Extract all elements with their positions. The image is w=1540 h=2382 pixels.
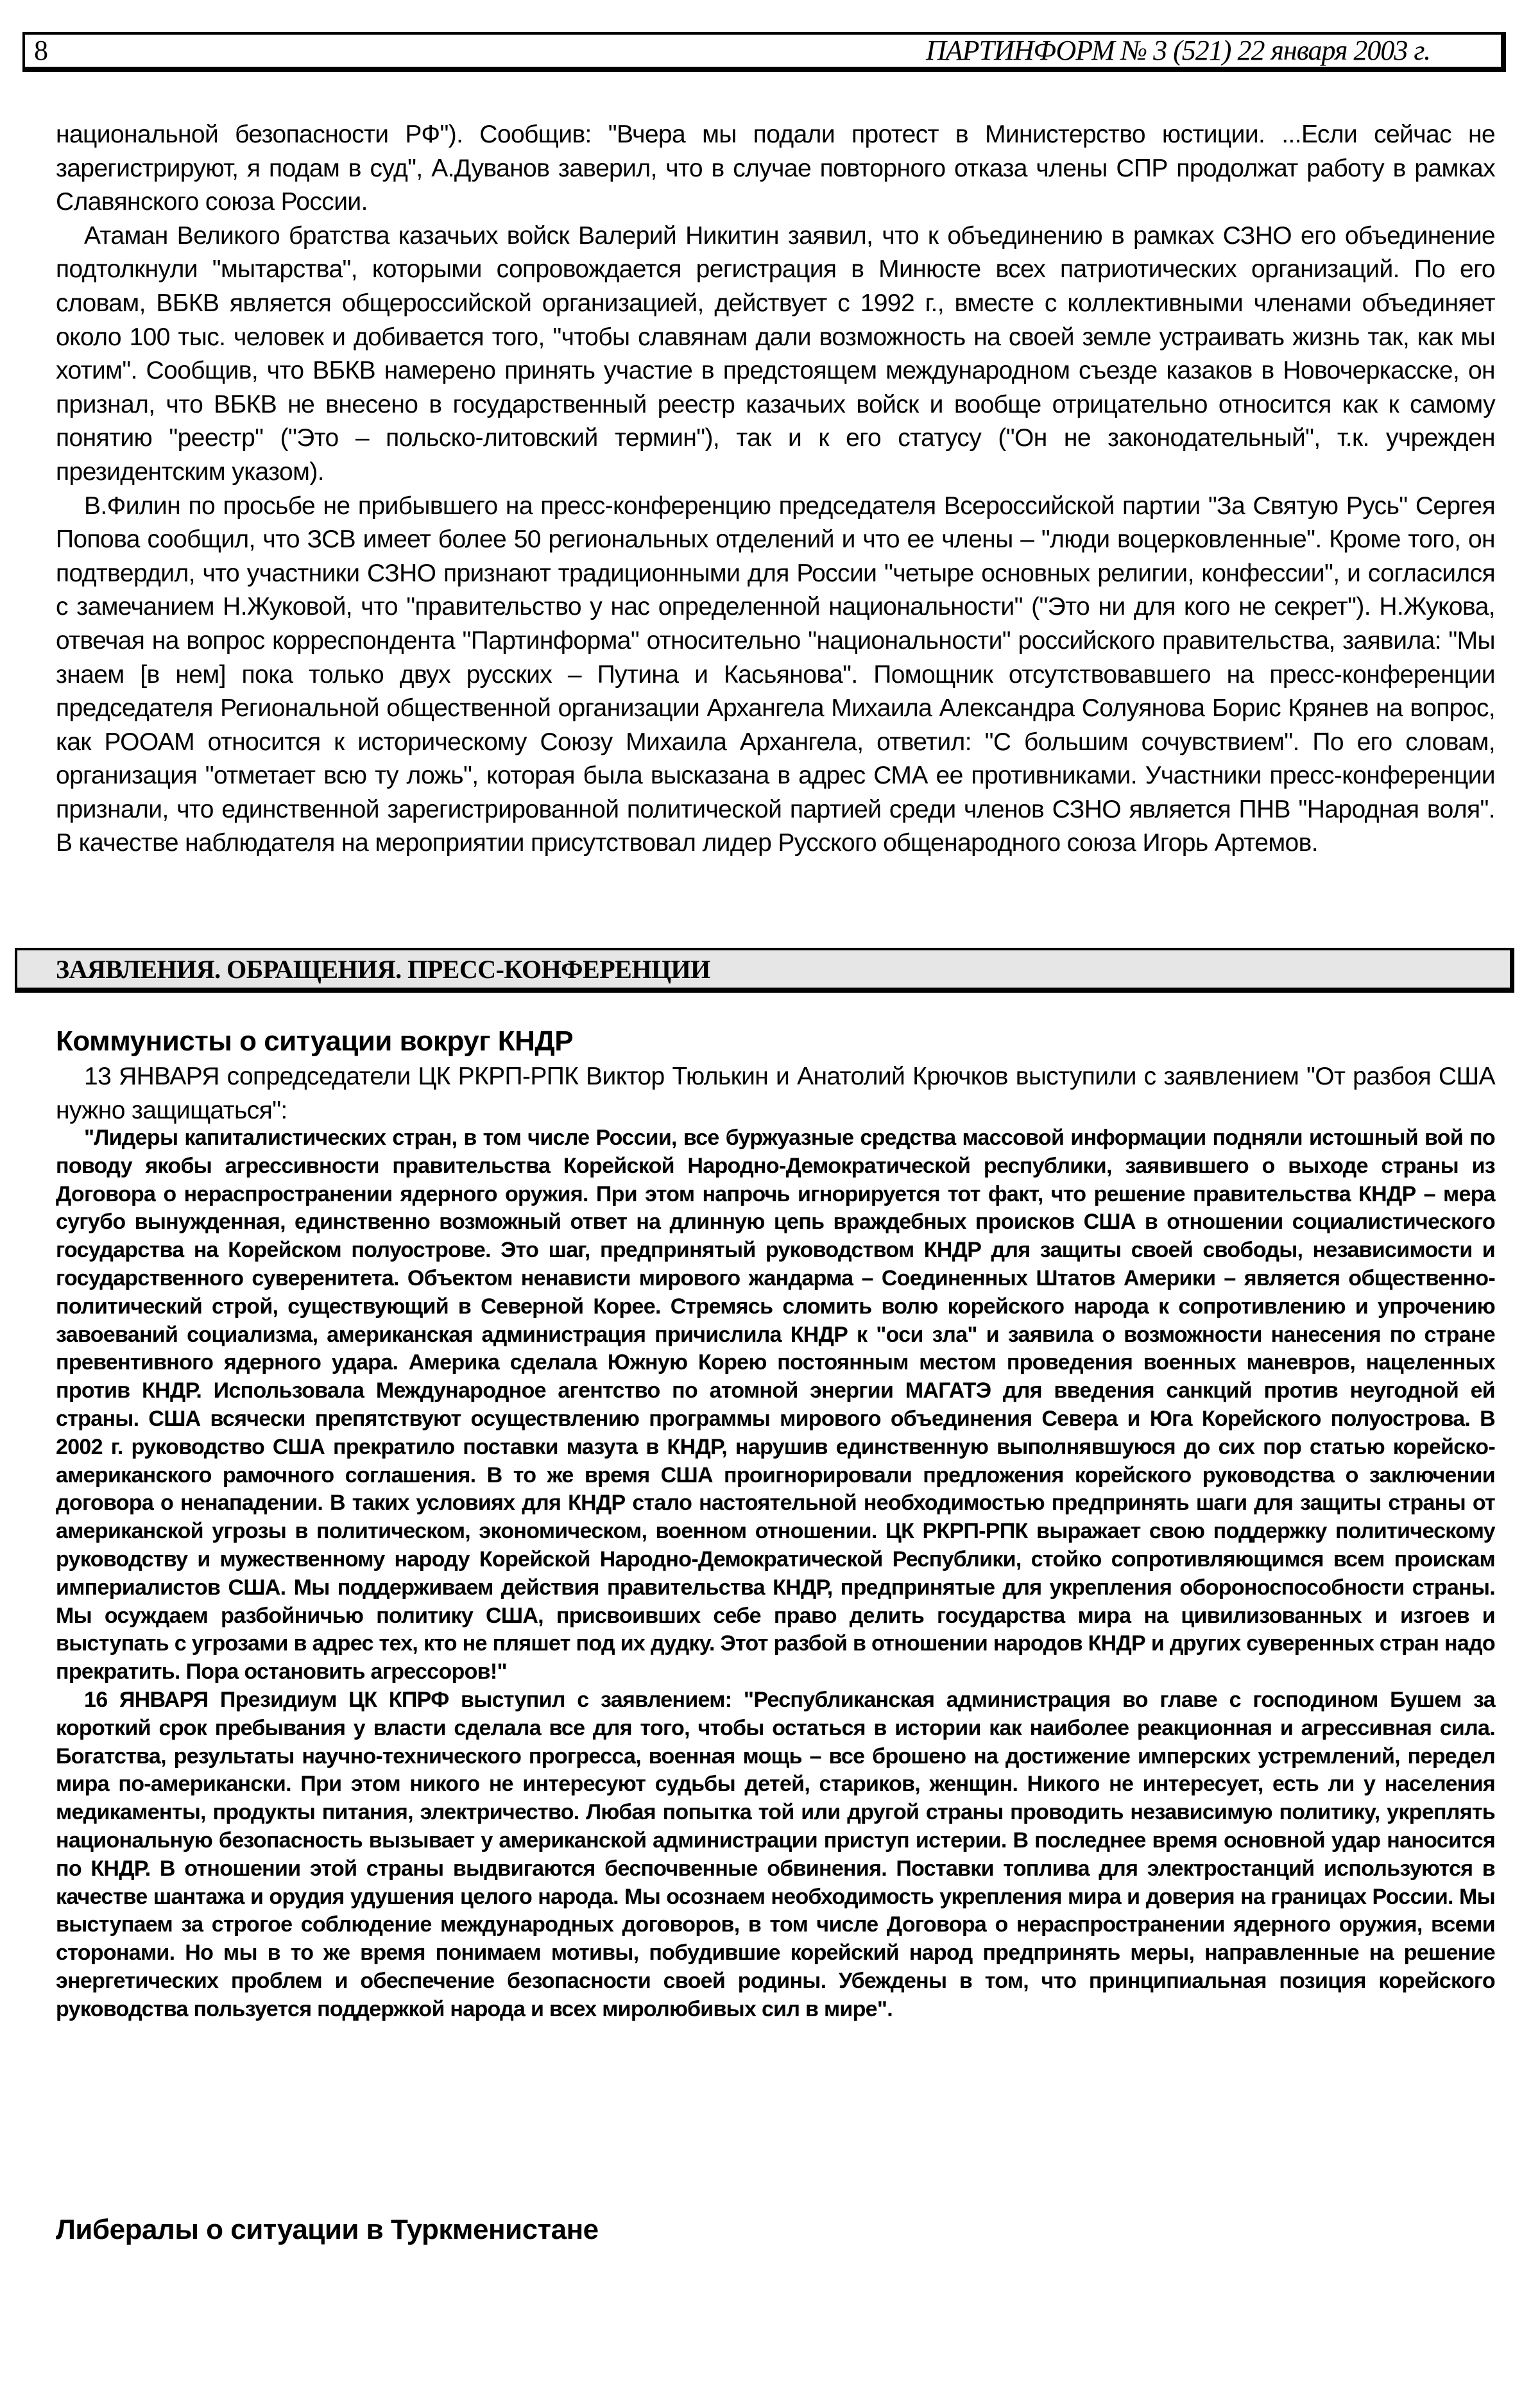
article-heading: Либералы о ситуации в Туркменистане: [56, 2214, 599, 2245]
quote-paragraph: 16 ЯНВАРЯ Президиум ЦК КПРФ выступил с заявлением: "Республиканская администрация во главе с господином Бушем за короткий срок пребывания у власти сделала все для того, чтобы остаться в истории как наиболее реакционная и агрессивная сила. Богатства, результаты научно-технического прогресса, военная мощь – все брошено на достижение имперских устремлений, передел мира по-американски. При этом никого не интересуют судьбы детей, стариков, женщин. Никого не интересует, есть ли у населения медикаменты, продукты питания, электричество. Любая попытка той или другой страны проводить независимую политику, укреплять национальную безопасность вызывает у американской администрации приступ истерии. В последнее время основной удар наносится по КНДР. В отношении этой страны выдвигаются беспочвенные обвинения. Поставки топлива для электростанций используются в качестве шантажа и орудия удушения целого народа. Мы осознаем необходимость укрепления мира и доверия на границах России. Мы выступаем за строгое соблюдение международных договоров, в том числе Договора о нераспространении ядерного оружия, всеми сторонами. Но мы в то же время понимаем мотивы, побудившие корейский народ предпринять меры, направленные на решение энергетических проблем и обеспечение безопасности своей родины. Убеждены в том, что принципиальная позиция корейского руководства пользуется поддержкой народа и всех миролюбивых сил в мире".: [56, 1687, 1495, 2021]
paragraph: 13 ЯНВАРЯ сопредседатели ЦК РКРП-РПК Виктор Тюлькин и Анатолий Крючков выступили с заявлением "От разбоя США нужно защищаться":: [56, 1063, 1495, 1124]
paragraph: В.Филин по просьбе не прибывшего на пресс-конференцию председателя Всероссийской партии "За Святую Русь" Сергея Попова сообщил, что ЗСВ имеет более 50 региональных отделений и что ее члены – "люди воцерковленные". Кроме того, он подтвердил, что участники СЗНО признают традиционными для России "четыре основных религии, конфессии", и согласился с замечанием Н.Жуковой, что "правительство у нас определенной национальности" ("Это ни для кого не секрет"). Н.Жукова, отвечая на вопрос корреспондента "Партинформа" относительно "национальности" российского правительства, заявила: "Мы знаем [в нем] пока только двух русских – Путина и Касьянова". Помощник отсутствовавшего на пресс-конференции председателя Региональной общественной организации Архангела Михаила Александра Солуянова Борис Крянев на вопрос, как РООАМ относится к историческому Союзу Михаила Архангела, ответил: "С большим сочувствием". По его словам, организация "отметает всю ту ложь", которая была высказана в адрес СМА ее противниками. Участники пресс-конференции признали, что единственной зарегистрированной политической партией среди членов СЗНО является ПНВ "Народная воля". В качестве наблюдателя на мероприятии присутствовал лидер Русского общенародного союза Игорь Артемов.: [56, 492, 1495, 857]
issue-title: ПАРТИНФОРМ № 3 (521) 22 января 2003 г.: [925, 35, 1430, 66]
quote-paragraph: "Лидеры капиталистических стран, в том числе России, все буржуазные средства массовой информации подняли истошный вой по поводу якобы агрессивности правительства Корейской Народно-Демократической республики, заявившего о выходе страны из Договора о нераспространении ядерного оружия. При этом напрочь игнорируется тот факт, что решение правительства КНДР – мера сугубо вынужденная, единственно возможный ответ на длинную цепь враждебных происков США в отношении социалистического государства на Корейском полуострове. Это шаг, предпринятый руководством КНДР для защиты своей свободы, независимости и государственного суверенитета. Объектом ненависти мирового жандарма – Соединенных Штатов Америки – является общественно-политический строй, существующий в Северной Корее. Стремясь сломить волю корейского народа к сопротивлению и упрочению завоеваний социализма, американская администрация причислила КНДР к "оси зла" и заявила о возможности нанесения по стране превентивного ядерного удара. Америка сделала Южную Корею постоянным местом проведения военных маневров, нацеленных против КНДР. Использовала Международное агентство по атомной энергии МАГАТЭ для введения санкций против неугодной ей страны. США всячески препятствуют осуществлению программы мирового объединения Севера и Юга Корейского полуострова. В 2002 г. руководство США прекратило поставки мазута в КНДР, нарушив единственную выполнявшуюся до сих пор статью корейско-американского рамочного соглашения. В то же время США проигнорировали предложения корейского руководства о заключении договора о ненападении. В таких условиях для КНДР стало настоятельной необходимостью предпринять шаги для защиты страны от американской угрозы в политическом, экономическом, военном отношении. ЦК РКРП-РПК выражает свою поддержку политическому руководству и мужественному народу Корейской Народно-Демократической Республики, стойко сопротивляющимся всем проискам империалистов США. Мы поддерживаем действия правительства КНДР, предпринятые для укрепления обороноспособности страны. Мы осуждаем разбойничью политику США, присвоивших себе право делить государства мира на цивилизованных и изгоев и выступать с угрозами в адрес тех, кто не пляшет под их дудку. Этот разбой в отношении народов КНДР и других суверенных стран надо прекратить. Пора остановить агрессоров!": [56, 1126, 1495, 1684]
paragraph: Атаман Великого братства казачьих войск Валерий Никитин заявил, что к объединению в рамках СЗНО его объединение подтолкнули "мытарства", которыми сопровождается регистрация в Минюсте всех патриотических организаций. По его словам, ВБКВ является общероссийской организацией, действует с 1992 г., вместе с коллективными членами объединяет около 100 тыс. человек и добивается того, "чтобы славянам дали возможность на своей земле устраивать жизнь так, как мы хотим". Сообщив, что ВБКВ намерено принять участие в предстоящем международном съезде казаков в Новочеркасске, он признал, что ВБКВ не внесено в государственный реестр казачьих войск и вообще отрицательно относится как к самому понятию "реестр" ("Это – польско-литовский термин"), так и к его статусу ("Он не законодательный", т.к. учрежден президентским указом).: [56, 221, 1495, 486]
article-quotes: [56, 1124, 1495, 2024]
continued-article: [56, 118, 1495, 861]
section-banner: [15, 948, 1514, 993]
page-header: [22, 32, 1506, 72]
paragraph: национальной безопасности РФ"). Сообщив: "Вчера мы подали протест в Министерство юстиции. ...Если сейчас не зарегистрируют, я подам в суд", А.Дуванов заверил, что в случае повторного отказа члены СПР продолжат работу в рамках Славянского союза России.: [56, 121, 1495, 216]
page-number: 8: [34, 35, 48, 66]
section-title: ЗАЯВЛЕНИЯ. ОБРАЩЕНИЯ. ПРЕСС-КОНФЕРЕНЦИИ: [56, 955, 710, 984]
article-intro: [56, 1060, 1495, 1127]
article-heading: Коммунисты о ситуации вокруг КНДР: [56, 1025, 574, 1057]
